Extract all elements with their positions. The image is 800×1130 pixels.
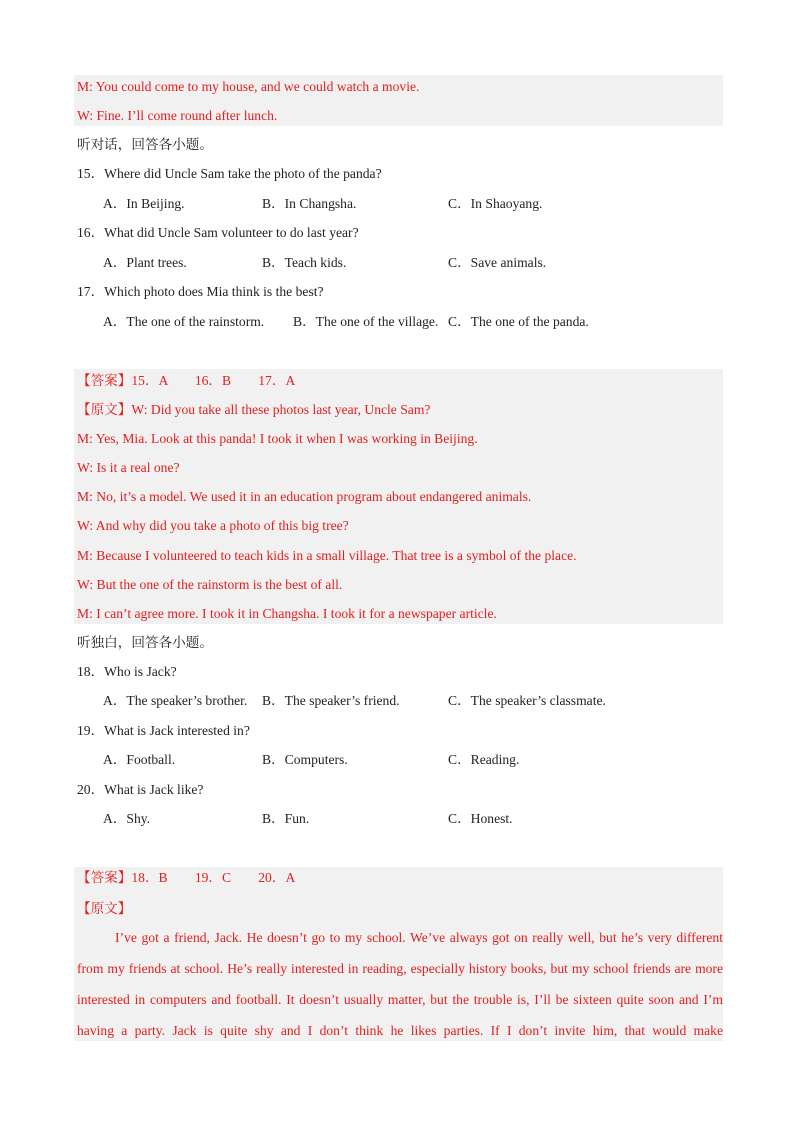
option-15-c: C．In Shaoyang.	[448, 196, 543, 211]
transcript-line: W: But the one of the rainstorm is the best of all.	[77, 577, 343, 592]
question-16: 16．What did Uncle Sam volunteer to do last year?	[77, 225, 359, 240]
transcript-line: M: You could come to my house, and we could watch a movie.	[77, 79, 420, 94]
option-18-b: B．The speaker’s friend.	[262, 693, 400, 708]
transcript-line: M: No, it’s a model. We used it in an education program about endangered animals.	[77, 489, 532, 504]
option-17-b: B．The one of the village.	[293, 314, 439, 329]
answer-key: 【答案】18．B 19．C 20．A	[77, 870, 296, 885]
question-15: 15．Where did Uncle Sam take the photo of the panda?	[77, 166, 382, 181]
option-18-c: C．The speaker’s classmate.	[448, 693, 606, 708]
question-19: 19．What is Jack interested in?	[77, 723, 250, 738]
option-19-a: A．Football.	[103, 752, 176, 767]
option-19-c: C．Reading.	[448, 752, 520, 767]
option-20-c: C．Honest.	[448, 811, 513, 826]
option-15-a: A．In Beijing.	[103, 196, 185, 211]
question-18: 18．Who is Jack?	[77, 664, 177, 679]
transcript-paragraph-text: I’ve got a friend, Jack. He doesn’t go to my school. We’ve always got on really well, but he’s very different from my friends at school. He’s really interested in reading, especially history books, but my school friends are more interested in computers and football. It doesn’t usually matter, but the trouble is, I’ll be sixteen quite soon and I’m having a party. Jack is quite shy and I don’t think he likes parties. If I don’t invite him, that would make	[77, 930, 723, 1038]
option-19-b: B．Computers.	[262, 752, 348, 767]
option-20-b: B．Fun.	[262, 811, 310, 826]
transcript-line: W: Is it a real one?	[77, 460, 180, 475]
question-20: 20．What is Jack like?	[77, 782, 204, 797]
transcript-line: M: I can’t agree more. I took it in Changsha. I took it for a newspaper article.	[77, 606, 497, 621]
option-18-a: A．The speaker’s brother.	[103, 693, 248, 708]
section-instruction: 听对话，回答各小题。	[77, 137, 213, 152]
question-17: 17．Which photo does Mia think is the best?	[77, 284, 324, 299]
answer-key: 【答案】15．A 16．B 17．A	[77, 373, 296, 388]
option-17-c: C．The one of the panda.	[448, 314, 589, 329]
transcript-line: M: Yes, Mia. Look at this panda! I took it when I was working in Beijing.	[77, 431, 478, 446]
option-16-a: A．Plant trees.	[103, 255, 187, 270]
transcript-line: M: Because I volunteered to teach kids in a small village. That tree is a symbol of the place.	[77, 548, 577, 563]
transcript-line: W: And why did you take a photo of this big tree?	[77, 518, 349, 533]
transcript-line: W: Fine. I’ll come round after lunch.	[77, 108, 278, 123]
option-16-c: C．Save animals.	[448, 255, 547, 270]
option-20-a: A．Shy.	[103, 811, 151, 826]
option-16-b: B．Teach kids.	[262, 255, 347, 270]
transcript-paragraph	[77, 922, 723, 1046]
option-17-a: A．The one of the rainstorm.	[103, 314, 265, 329]
section-instruction: 听独白，回答各小题。	[77, 635, 213, 650]
transcript-label: 【原文】	[77, 901, 132, 916]
transcript-line: 【原文】W: Did you take all these photos last year, Uncle Sam?	[77, 402, 431, 417]
option-15-b: B．In Changsha.	[262, 196, 357, 211]
